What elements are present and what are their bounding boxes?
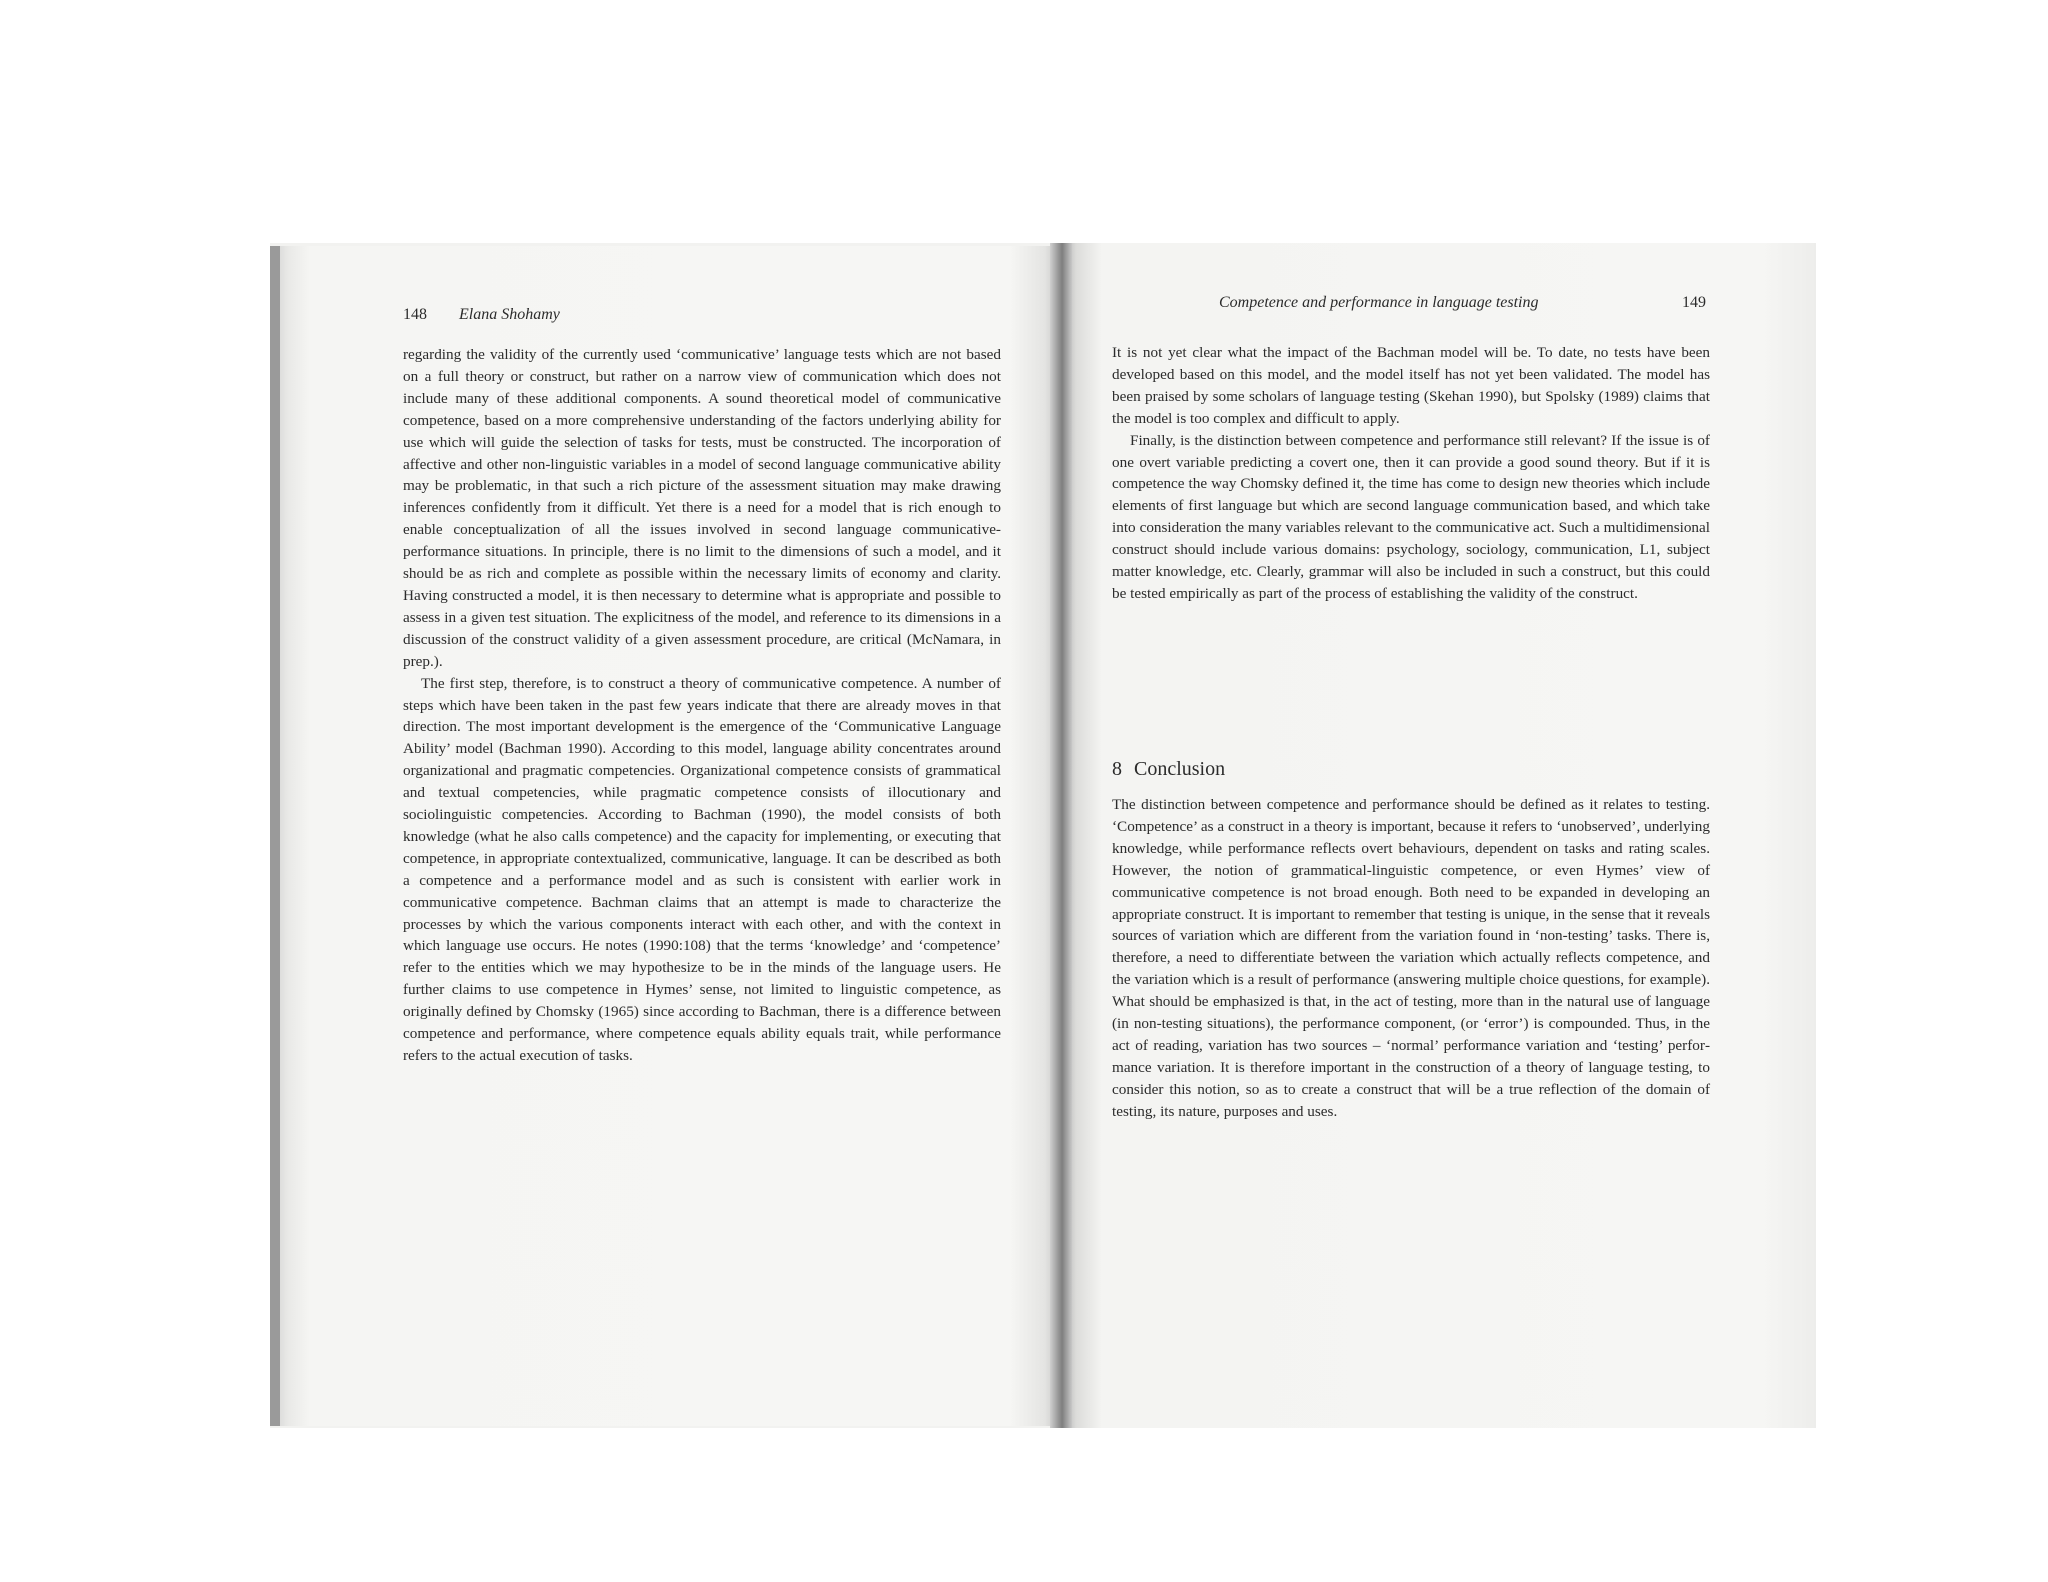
left-running-head: Elana Shohamy: [459, 306, 560, 323]
page-edge-shadow: [270, 246, 280, 1426]
right-running-head: Competence and performance in language testing: [1219, 294, 1539, 311]
conclusion-body: [1112, 794, 1710, 1123]
right-page-header: [1219, 293, 1706, 313]
book-gutter: [1050, 243, 1072, 1428]
left-page-number: 148: [403, 306, 427, 323]
section-number: 8: [1112, 758, 1122, 780]
left-page-header: [403, 305, 560, 325]
right-paragraph: Finally, is the distinction between competence and performance still relevant? If the issue is of one overt variable predicting a covert one, then it can provide a good sound theory. But if it is competence the way Chomsky defined it, the time has come to design new theories which include elements of first language but which are second language communication based, and which take into consideration the many variables relevant to the communicative act. Such a multidimensional construct should include various domains: psychology, sociology, communication, L1, subject matter knowledge, etc. Clearly, grammar will also be included in such a construct, but this could be tested empirically as part of the process of establishing the validity of the construct.: [1112, 431, 1710, 602]
right-page-body: [1112, 342, 1710, 605]
left-page-body: [403, 344, 1001, 1067]
section-heading: [1112, 757, 1225, 781]
right-paragraph: It is not yet clear what the impact of the Bachman model will be. To date, no tests have been developed based on this model, and the model itself has not yet been validated. The model has been praised by some scholars of language testing (Skehan 1990), but Spolsky (1989) claims that the model is too complex and difficult to apply.: [1112, 344, 1710, 427]
conclusion-paragraph: The distinction between competence and performance should be defined as it relates to testing. ‘Competence’ as a construct in a theory is important, because it refers to ‘unobserved’, underlying knowledge, while performance reflects overt behaviours, dependent on tasks and rating scales. However, the notion of grammatical-linguistic competence, or even Hymes’ view of communicative competence is not broad enough. Both need to be expanded in developing an appropriate construct. It is important to remember that testing is unique, in the sense that it reveals sources of variation which are different from the variation found in ‘non-testing’ tasks. There is, therefore, a need to differentiate between the variation which actually reflects competence, and the variation which is a result of performance (answering multiple choice questions, for example). What should be emphasized is that, in the act of testing, more than in the natural use of language (in non-testing situations), the performance component, (or ‘error’) is compounded. Thus, in the act of reading, variation has two sources – ‘normal’ performance variation and ‘testing’ performance variation. It is therefore important in the construction of a theory of language testing, to consider this notion, so as to create a construct that will be a true reflection of the domain of testing, its nature, purposes and uses.: [1112, 796, 1710, 1120]
left-paragraph: regarding the validity of the currently used ‘communicative’ language tests which are not based on a full theory or construct, but rather on a narrow view of communication which does not include many of these additional components. A sound theoretical model of communicative competence, based on a more comprehensive understanding of the factors underlying ability for use which will guide the selection of tasks for tests, must be constructed. The incorporation of affective and other non-linguistic variables in a model of second language communicative ability may be problematic, in that such a rich picture of the assessment situation may make drawing inferences confidently from it difficult. Yet there is a need for a model that is rich enough to enable conceptualization of all the issues involved in second language communicative-performance situations. In principle, there is no limit to the dimensions of such a model, and it should be as rich and complete as possible within the necessary limits of economy and clarity. Having constructed a model, it is then necessary to determine what is appropriate and possible to assess in a given test situation. The explicitness of the model, and reference to its dimensions in a discussion of the construct validity of a given assessment procedure, are critical (McNamara, in prep.).: [403, 346, 1001, 670]
right-page-number: 149: [1682, 294, 1706, 311]
section-title: Conclusion: [1134, 758, 1226, 780]
left-paragraph: The first step, therefore, is to construct a theory of communicative competence. A number of steps which have been taken in the past few years indicate that there are already moves in that direction. The most important development is the emergence of the ‘Communicative Language Ability’ model (Bachman 1990). According to this model, language ability concentrates around organizational and pragmatic competencies. Organizational competence consists of grammatical and textual competencies, while pragmatic competence consists of illocutionary and sociolinguistic competencies. According to Bachman (1990), the model consists of both knowledge (what he also calls competence) and the capacity for implementing, or executing that competence, in appropriate contextualized, communicative, language. It can be described as both a competence and a performance model and as such is consistent with earlier work in communicative competence. Bachman claims that an attempt is made to characterize the processes by which the various components interact with each other, and with the context in which language use occurs. He notes (1990:108) that the terms ‘knowledge’ and ‘competence’ refer to the entities which we may hypothesize to be in the minds of the language users. He further claims to use competence in Hymes’ sense, not limited to linguistic competence, as originally defined by Chomsky (1965) since according to Bachman, there is a difference between competence and performance, where competence equals ability equals trait, while performance refers to the actual execution of tasks.: [403, 674, 1001, 1064]
